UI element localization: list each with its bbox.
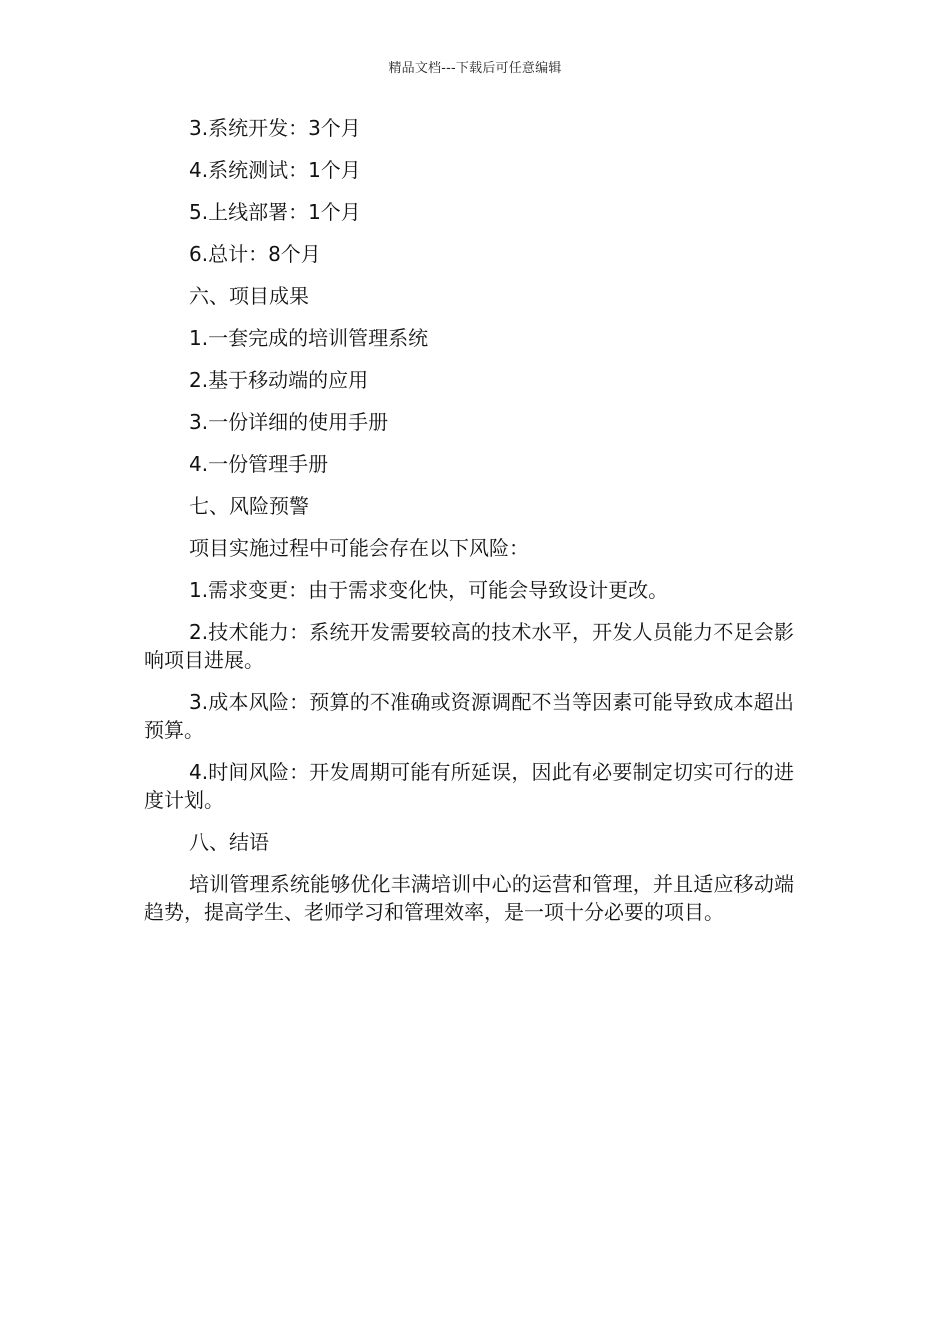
result-item-mobile-app: 2.基于移动端的应用	[189, 368, 369, 392]
risk-item-technical: 2.技术能力：系统开发需要较高的技术水平，开发人员能力不足会影响项目进展。	[144, 620, 794, 672]
risk-item-cost: 3.成本风险：预算的不准确或资源调配不当等因素可能导致成本超出预算。	[144, 690, 794, 742]
section-heading-results: 六、项目成果	[189, 284, 309, 308]
result-item-system: 1.一套完成的培训管理系统	[189, 326, 429, 350]
risk-item-time: 4.时间风险：开发周期可能有所延误，因此有必要制定切实可行的进度计划。	[144, 760, 794, 812]
risks-intro: 项目实施过程中可能会存在以下风险：	[189, 536, 529, 560]
schedule-item-total: 6.总计：8个月	[189, 242, 321, 266]
schedule-item-testing: 4.系统测试：1个月	[189, 158, 361, 182]
section-heading-risks: 七、风险预警	[189, 494, 309, 518]
document-body	[144, 114, 794, 940]
conclusion-text: 培训管理系统能够优化丰满培训中心的运营和管理，并且适应移动端趋势，提高学生、老师学习和管理效率，是一项十分必要的项目。	[144, 872, 794, 924]
result-item-user-manual: 3.一份详细的使用手册	[189, 410, 389, 434]
result-item-admin-manual: 4.一份管理手册	[189, 452, 329, 476]
section-heading-conclusion: 八、结语	[189, 830, 269, 854]
page-header: 精品文档---下载后可任意编辑	[388, 61, 562, 76]
schedule-item-development: 3.系统开发：3个月	[189, 116, 361, 140]
risk-item-requirements: 1.需求变更：由于需求变化快，可能会导致设计更改。	[189, 578, 669, 602]
schedule-item-deployment: 5.上线部署：1个月	[189, 200, 361, 224]
